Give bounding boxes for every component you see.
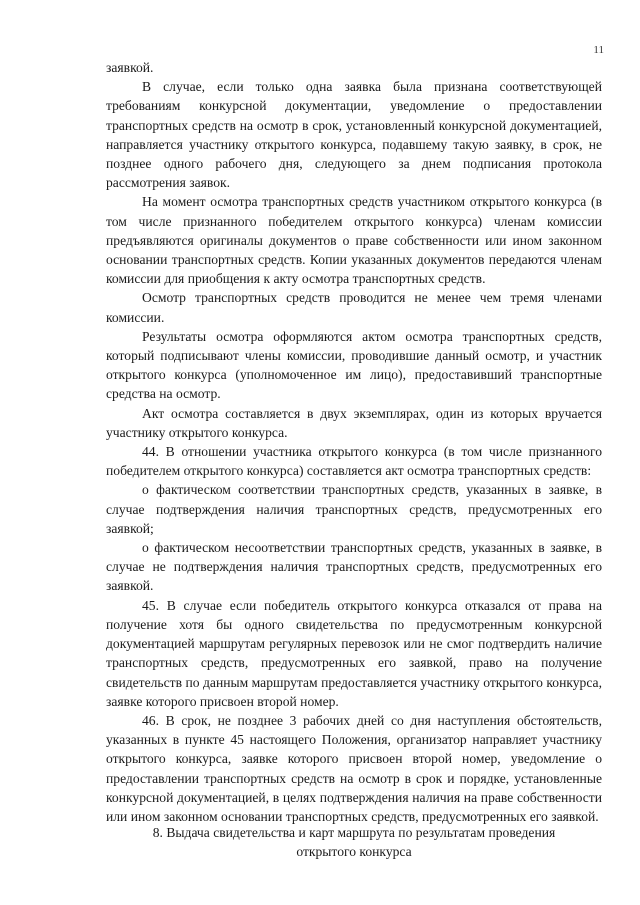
body-text xyxy=(106,58,602,826)
list-item: о фактическом соответствии транспортных средств, указанных в заявке, в случае подтверждения наличия транспортных средств, предусмотренных его заявкой; xyxy=(106,482,602,536)
section-heading-line: 8. Выдача свидетельства и карт маршрута по результатам проведения xyxy=(152,825,556,840)
paragraph: Осмотр транспортных средств проводится не менее чем тремя членами комиссии. xyxy=(106,290,602,325)
page-number: 11 xyxy=(593,44,604,56)
paragraph: Акт осмотра составляется в двух экземплярах, один из которых вручается участнику открытого конкурса. xyxy=(106,405,602,440)
list-item: о фактическом несоответствии транспортных средств, указанных в заявке, в случае не подтверждения наличия транспортных средств, предусмотренных его заявкой. xyxy=(106,540,602,594)
clause-44: 44. В отношении участника открытого конкурса (в том числе признанного победителем открытого конкурса) составляется акт осмотра транспортных средств: xyxy=(106,444,602,479)
paragraph: На момент осмотра транспортных средств участником открытого конкурса (в том числе признанного победителем открытого конкурса) членам комиссии предъявляются оригиналы документов о праве собственности или ином законном основании транспортных средств. Копии указанных документов передаются членам комиссии для приобщения к акту осмотра транспортных средств. xyxy=(106,194,602,287)
section-heading xyxy=(106,823,602,861)
section-heading-line: открытого конкурса xyxy=(296,844,412,860)
clause-45: 45. В случае если победитель открытого конкурса отказался от права на получение хотя бы одного свидетельства по предусмотренным конкурсной документацией маршрутам регулярных перевозок или не смог подтвердить наличие транспортных средств, предусмотренных его заявкой, право на получение свидетельств по данным маршрутам предоставляется участнику открытого конкурса, заявке которого присвоен второй номер. xyxy=(106,597,602,709)
clause-46: 46. В срок, не позднее 3 рабочих дней со дня наступления обстоятельств, указанных в пункте 45 настоящего Положения, организатор направляет участнику открытого конкурса, заявке которого присвоен второй номер, уведомление о предоставлении транспортных средств на осмотр в срок и порядке, установленные конкурсной документацией, в целях подтверждения наличия на праве собственности или ином законном основании транспортных средств, предусмотренных его заявкой. xyxy=(106,712,602,824)
paragraph: Результаты осмотра оформляются актом осмотра транспортных средств, который подписывают члены комиссии, проводившие данный осмотр, и участник открытого конкурса (уполномоченное им лицо), предоставивший транспортные средства на осмотр. xyxy=(106,328,602,402)
paragraph-continuation: заявкой. xyxy=(106,60,154,75)
paragraph: В случае, если только одна заявка была признана соответствующей требованиям конкурсной документации, уведомление о предоставлении транспортных средств на осмотр в срок, установленный конкурсной документацией, направляется участнику открытого конкурса, подавшему такую заявку, в срок, не позднее одного рабочего дня, следующего за днем подписания протокола рассмотрения заявок. xyxy=(106,79,602,191)
